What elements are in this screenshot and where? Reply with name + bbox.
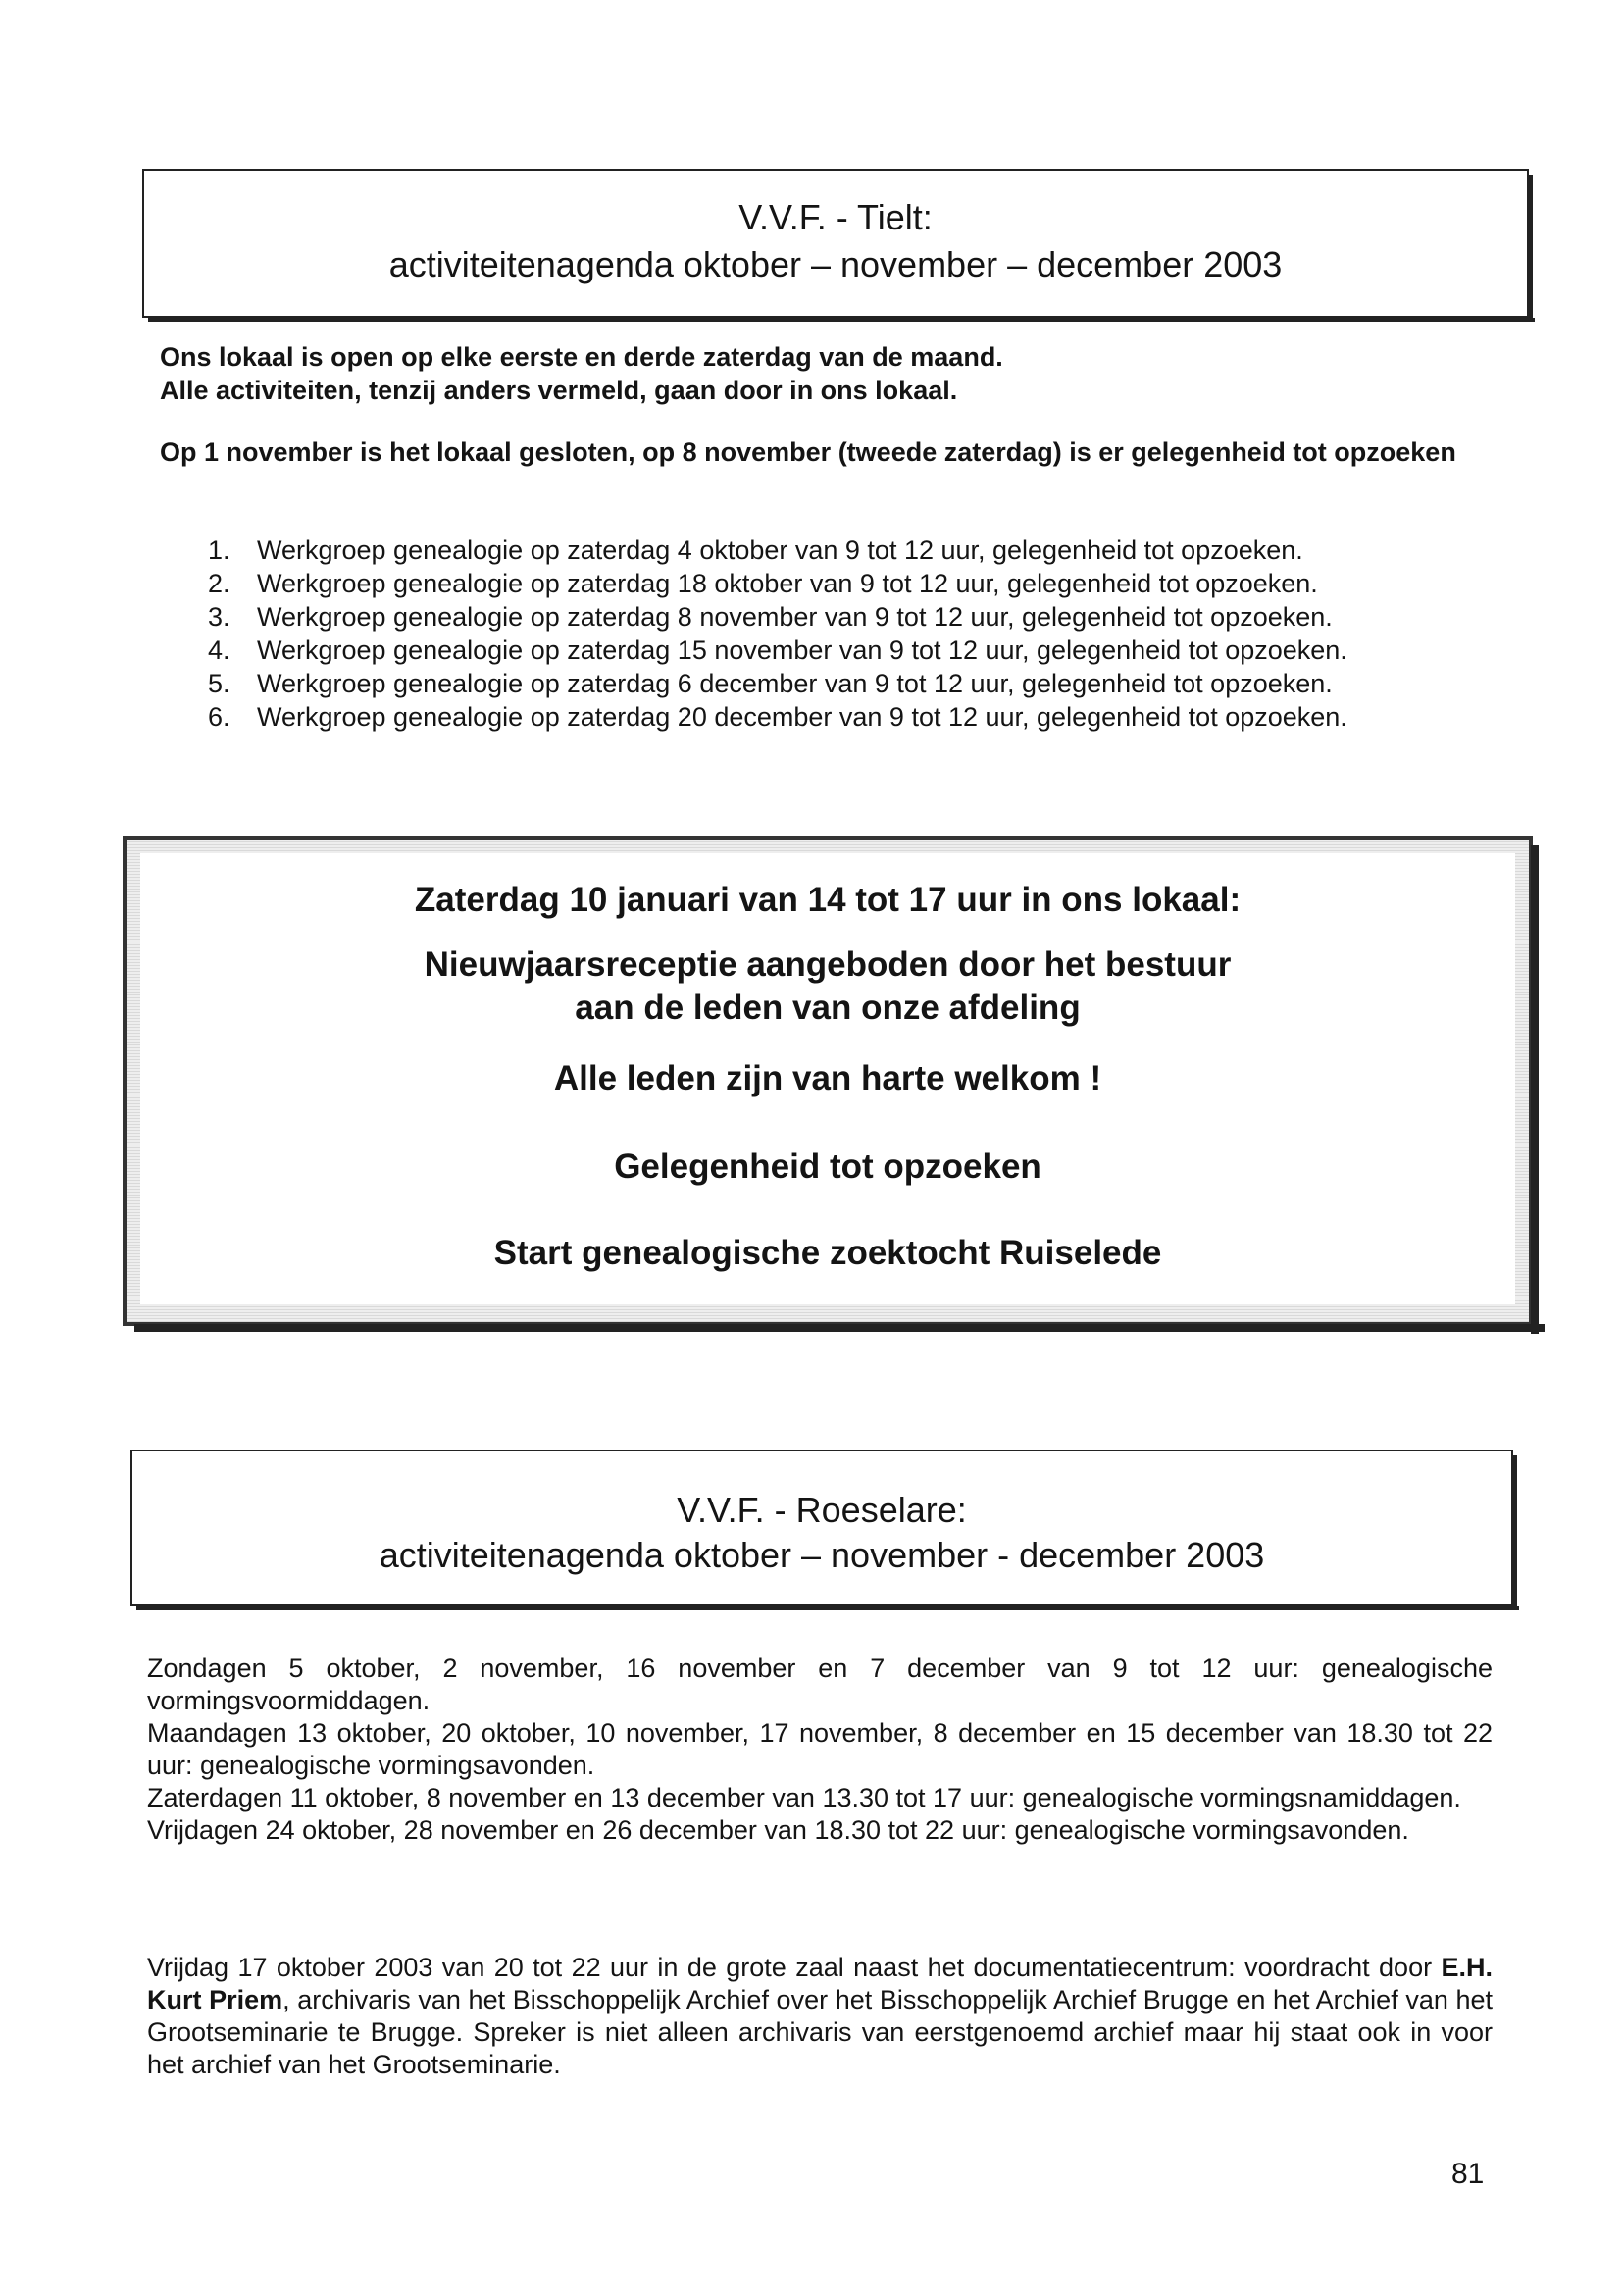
reception-research: Gelegenheid tot opzoeken — [614, 1147, 1041, 1186]
list-item — [208, 534, 1347, 567]
box-shadow — [134, 1324, 1545, 1332]
lecture-paragraph — [147, 1952, 1493, 2081]
box-shadow — [1529, 175, 1533, 322]
reception-date-line: Zaterdag 10 januari van 14 tot 17 uur in ons lokaal: — [414, 881, 1242, 919]
roeselare-title: V.V.F. - Roeselare: — [677, 1490, 967, 1530]
box-shadow — [1513, 1455, 1517, 1610]
list-number: 6. — [208, 702, 230, 732]
schedule-paragraph: Maandagen 13 oktober, 20 oktober, 10 november, 17 november, 8 december en 15 december van 18.30 tot 22 uur: genealogische vormingsavonden. — [147, 1718, 1493, 1780]
box-shadow — [136, 1606, 1519, 1610]
list-number: 4. — [208, 636, 230, 665]
list-number: 3. — [208, 602, 230, 632]
list-item — [208, 700, 1347, 734]
schedule-paragraph: Vrijdagen 24 oktober, 28 november en 26 december van 18.30 tot 22 uur: genealogische vormingsavonden. — [147, 1815, 1409, 1845]
reception-box — [123, 836, 1533, 1326]
list-text: Werkgroep genealogie op zaterdag 6 december van 9 tot 12 uur, gelegenheid tot opzoeken. — [257, 669, 1333, 698]
tielt-title: V.V.F. - Tielt: — [738, 197, 933, 237]
tielt-closed-note: Op 1 november is het lokaal gesloten, op 8 november (tweede zaterdag) is er gelegenheid tot opzoeken — [160, 437, 1456, 467]
roeselare-header-box — [130, 1450, 1513, 1606]
list-number: 5. — [208, 669, 230, 698]
list-item — [208, 567, 1347, 600]
lecture-details: , archivaris van het Bisschoppelijk Archief over het Bisschoppelijk Archief Brugge en het Archief van het Grootseminarie te Brugge. Spreker is niet alleen archivaris van eerstgenoemd archief maar hij staat ook in voor het archief van het Grootseminarie. — [147, 1985, 1493, 2079]
reception-quest: Start genealogische zoektocht Ruiselede — [493, 1234, 1162, 1272]
list-text: Werkgroep genealogie op zaterdag 20 december van 9 tot 12 uur, gelegenheid tot opzoeken. — [257, 702, 1347, 732]
box-shadow — [148, 318, 1535, 322]
reception-content — [140, 853, 1515, 1304]
list-text: Werkgroep genealogie op zaterdag 4 oktober van 9 tot 12 uur, gelegenheid tot opzoeken. — [257, 535, 1303, 565]
lecture-intro: Vrijdag 17 oktober 2003 van 20 tot 22 uur in de grote zaal naast het documentatiecentrum: voordracht door — [147, 1953, 1442, 1982]
reception-welcome: Alle leden zijn van harte welkom ! — [553, 1059, 1102, 1097]
tielt-note-line2: Alle activiteiten, tenzij anders vermeld, gaan door in ons lokaal. — [160, 376, 958, 405]
list-item — [208, 600, 1347, 634]
reception-title-line2: aan de leden van onze afdeling — [575, 989, 1081, 1027]
box-shadow — [1531, 845, 1539, 1334]
tielt-note-line1: Ons lokaal is open op elke eerste en derde zaterdag van de maand. — [160, 342, 1003, 372]
list-text: Werkgroep genealogie op zaterdag 15 november van 9 tot 12 uur, gelegenheid tot opzoeken. — [257, 636, 1347, 665]
roeselare-subtitle: activiteitenagenda oktober – november - december 2003 — [379, 1535, 1265, 1575]
list-text: Werkgroep genealogie op zaterdag 8 november van 9 tot 12 uur, gelegenheid tot opzoeken. — [257, 602, 1333, 632]
tielt-activity-list — [208, 534, 1347, 734]
roeselare-lecture — [147, 1952, 1493, 2081]
tielt-opening-note — [160, 340, 1533, 407]
tielt-header-box — [142, 169, 1529, 318]
roeselare-schedule — [147, 1653, 1493, 1847]
list-number: 1. — [208, 535, 230, 565]
lecture-speaker: E.H. Kurt Priem — [147, 1953, 1493, 2014]
list-text: Werkgroep genealogie op zaterdag 18 oktober van 9 tot 12 uur, gelegenheid tot opzoeken. — [257, 569, 1318, 598]
page-number: 81 — [1451, 2158, 1485, 2190]
tielt-subtitle: activiteitenagenda oktober – november – december 2003 — [388, 244, 1283, 284]
reception-title-line1: Nieuwjaarsreceptie aangeboden door het bestuur — [424, 945, 1232, 984]
schedule-paragraph: Zondagen 5 oktober, 2 november, 16 november en 7 december van 9 tot 12 uur: genealogische vormingsvoormiddagen. — [147, 1654, 1493, 1715]
list-item — [208, 634, 1347, 667]
list-number: 2. — [208, 569, 230, 598]
list-item — [208, 667, 1347, 700]
schedule-paragraph: Zaterdagen 11 oktober, 8 november en 13 december van 13.30 tot 17 uur: genealogische vormingsnamiddagen. — [147, 1783, 1461, 1812]
